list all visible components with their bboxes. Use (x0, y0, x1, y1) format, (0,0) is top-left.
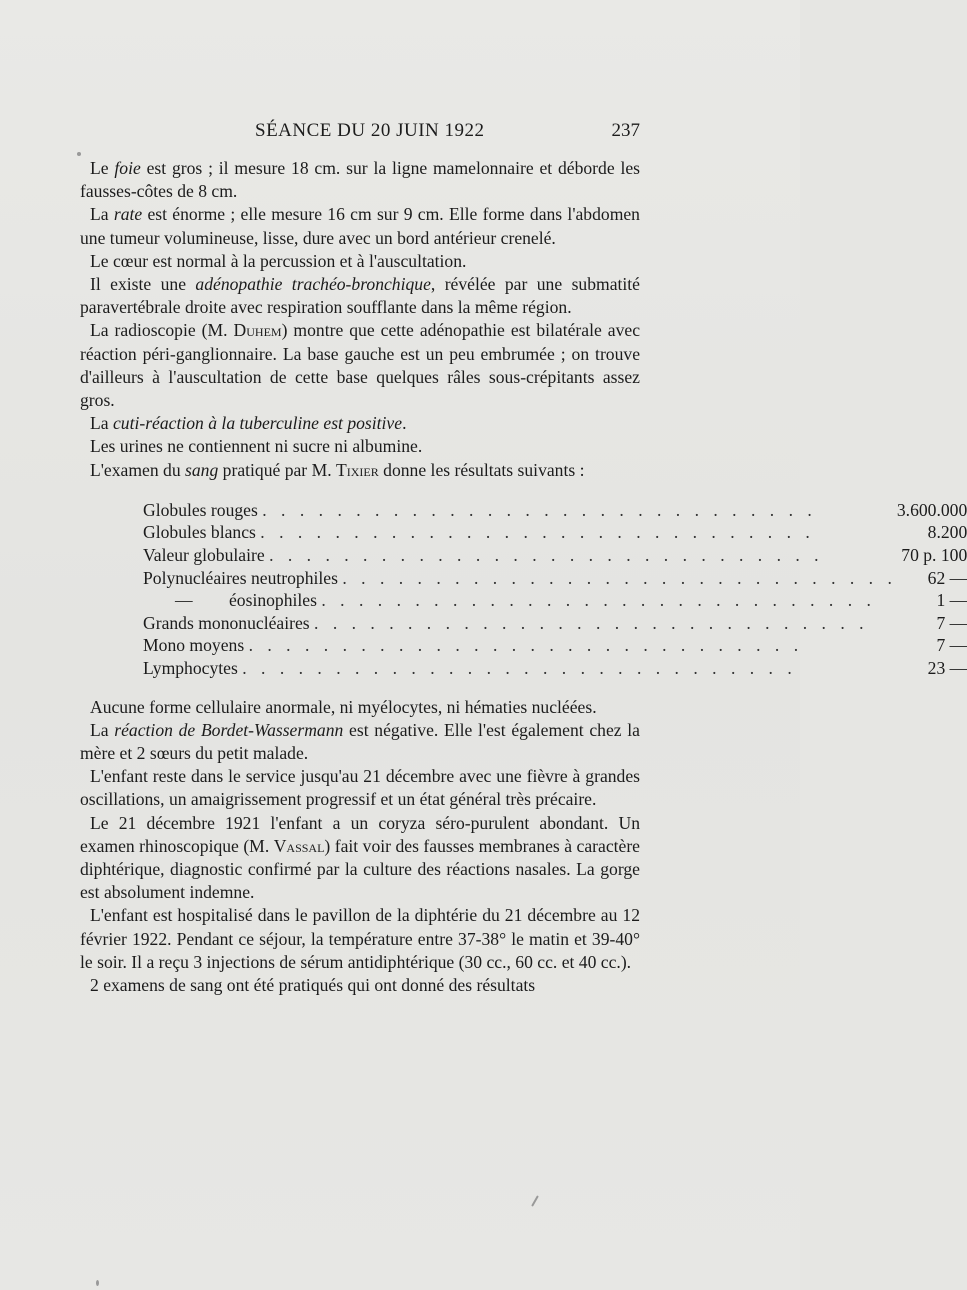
table-row: Valeur globulaire . . . 70 p. 100 (143, 544, 967, 567)
header-title: SÉANCE DU 20 JUIN 1922 (255, 120, 485, 141)
table-row: Mono moyens . . . 7 — (143, 634, 967, 657)
table-row: Globules rouges . . . 3.600.000 (143, 499, 967, 522)
paragraph-service: L'enfant reste dans le service jusqu'au 21 décembre avec une fièvre à grandes oscillations, un amaigrissement progressif et un état général très précaire. (80, 766, 640, 810)
table-row: Lymphocytes . . . 23 — (143, 657, 967, 680)
paragraph-urines: Les urines ne contiennent ni sucre ni albumine. (90, 436, 423, 457)
speck (77, 152, 81, 156)
paragraph-examen-sang: L'examen du sang pratiqué par M. Tixier donne les résultats suivants : (90, 459, 585, 480)
paragraph-adenopathie: Il existe une adénopathie trachéo-bronchique, révélée par une submatité paravertébrale droite avec respiration soufflante dans la même région. (80, 274, 640, 318)
speck (531, 1195, 539, 1206)
table-row: Polynucléaires neutrophiles . . . 62 — (143, 567, 967, 590)
speck (96, 1280, 99, 1286)
table-row: — éosinophiles . . . 1 — (143, 589, 967, 612)
paragraph-aucune-forme: Aucune forme cellulaire anormale, ni myélocytes, ni hématies nucléées. (90, 696, 597, 717)
paragraph-examens-sang: 2 examens de sang ont été pratiqués qui ont donné des résultats (90, 975, 536, 996)
paragraph-coryza: Le 21 décembre 1921 l'enfant a un coryza séro-purulent abondant. Un examen rhinoscopique (M. Vassal) fait voir des fausses membranes à caractère diphtérique, diagnostic confirmé par la culture des réactions nasales. La gorge est absolument indemne. (80, 812, 640, 903)
paragraph-hospitalise: L'enfant est hospitalisé dans le pavillon de la diphtérie du 21 décembre au 12 février 1922. Pendant ce séjour, la température entre 37-38° le matin et 39-40° le soir. Il a reçu 3 injections de sérum antidiphtérique (30 cc., 60 cc. et 40 cc.). (80, 905, 640, 972)
paragraph-rate: La rate est énorme ; elle mesure 16 cm sur 9 cm. Elle forme dans l'abdomen une tumeur volumineuse, lisse, dure avec un bord antérieur crenelé. (80, 204, 640, 248)
blood-results-table (143, 499, 967, 680)
table-row: Grands mononucléaires . . . 7 — (143, 612, 967, 635)
paragraph-bordet-wassermann: La réaction de Bordet-Wassermann est négative. Elle l'est également chez la mère et 2 sœurs du petit malade. (80, 719, 640, 763)
paragraph-radioscopie: La radioscopie (M. Duhem) montre que cette adénopathie est bilatérale avec réaction péri-ganglionnaire. La base gauche est un peu embrumée ; on trouve d'ailleurs à l'auscultation de cette base quelques râles sous-crépitants assez gros. (80, 320, 641, 411)
body-text (80, 157, 967, 997)
paragraph-cuti-reaction: La cuti-réaction à la tuberculine est positive. (90, 413, 407, 434)
paragraph-coeur: Le cœur est normal à la percussion et à l'auscultation. (90, 250, 467, 271)
paragraph-foie: Le foie est gros ; il mesure 18 cm. sur la ligne mamelonnaire et déborde les fausses-côtes de 8 cm. (80, 158, 640, 202)
running-header (80, 120, 640, 146)
page-number: 237 (611, 120, 640, 141)
table-row: Globules blancs . . . 8.200 (143, 521, 967, 544)
